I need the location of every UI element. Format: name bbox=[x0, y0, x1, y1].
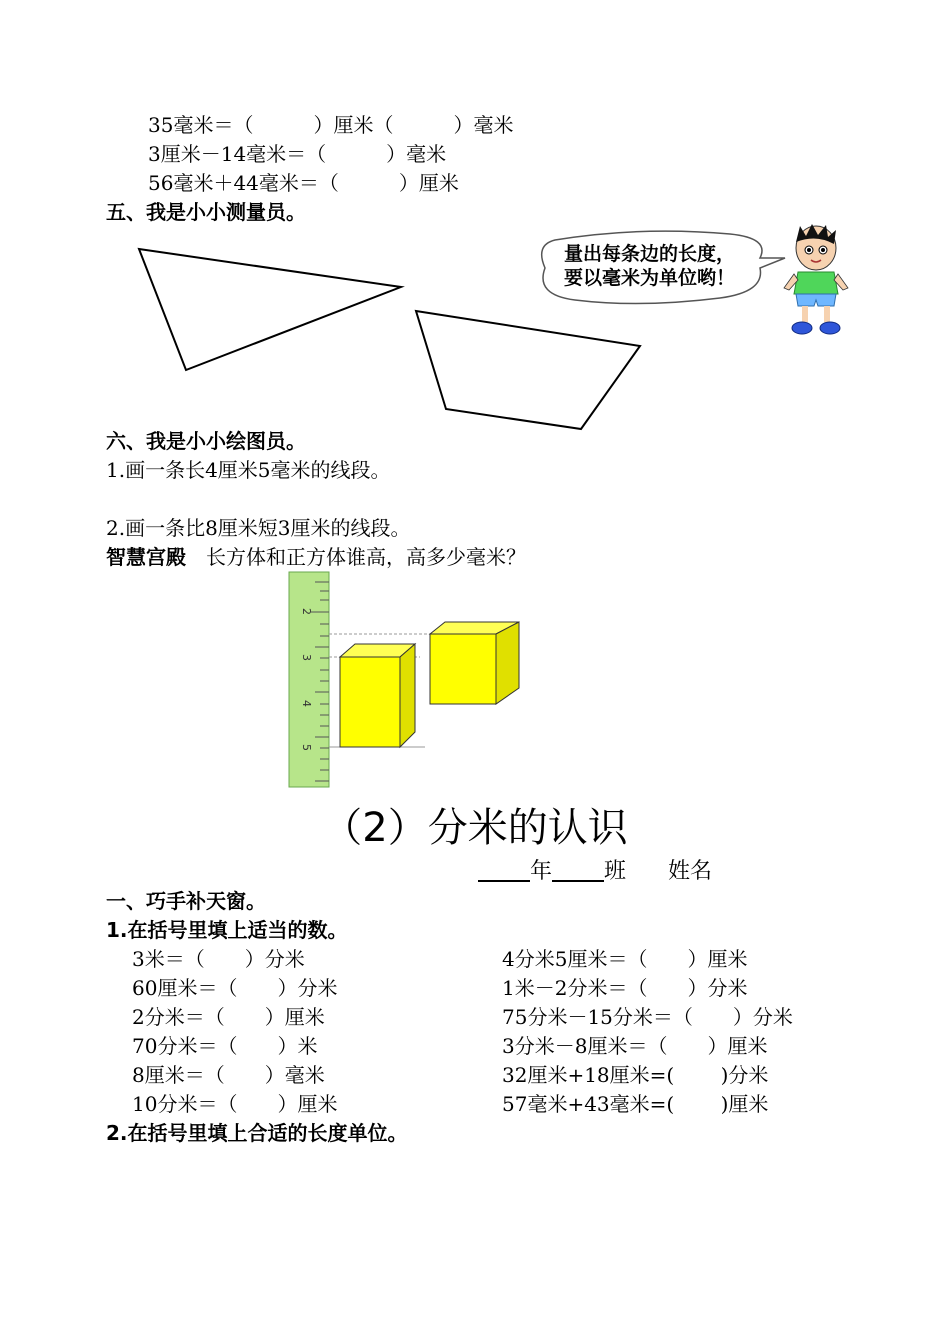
name-label: 姓名 bbox=[668, 859, 713, 884]
right-item: 3分米－8厘米＝（ ）厘米 bbox=[502, 1034, 768, 1058]
ruler bbox=[289, 572, 329, 787]
grade-label: 年 bbox=[530, 859, 553, 884]
cube-shape bbox=[430, 622, 519, 704]
class-blank[interactable] bbox=[552, 858, 604, 882]
ruler-tick-label: 2 bbox=[300, 608, 313, 615]
ruler-cubes-figure bbox=[285, 570, 545, 790]
left-item: 60厘米＝（ ）分米 bbox=[132, 976, 338, 1000]
conversion-line-1: 35毫米＝（ ）厘米（ ）毫米 bbox=[148, 113, 514, 137]
section6-item-2: 2.画一条比8厘米短3厘米的线段。 bbox=[106, 516, 411, 540]
class-label: 班 bbox=[604, 859, 627, 884]
boy-illustration-icon bbox=[776, 222, 856, 342]
right-item: 4分米5厘米＝（ ）厘米 bbox=[502, 947, 748, 971]
section6-item-1: 1.画一条长4厘米5毫米的线段。 bbox=[106, 458, 391, 482]
left-item: 10分米＝（ ）厘米 bbox=[132, 1092, 338, 1116]
left-item: 8厘米＝（ ）毫米 bbox=[132, 1063, 325, 1087]
wisdom-label: 智慧宫殿 bbox=[106, 545, 186, 569]
triangle-shape bbox=[139, 249, 401, 370]
left-item: 2分米＝（ ）厘米 bbox=[132, 1005, 325, 1029]
wisdom-line bbox=[106, 544, 526, 570]
wisdom-question: 长方体和正方体谁高，高多少毫米？ bbox=[206, 545, 526, 569]
part2-sub-2: 2.在括号里填上合适的长度单位。 bbox=[106, 1121, 408, 1145]
cuboid-shape bbox=[340, 644, 415, 747]
ruler-tick-label: 4 bbox=[300, 700, 313, 707]
ruler-tick-label: 3 bbox=[300, 654, 313, 661]
conversion-line-2: 3厘米－14毫米＝（ ）毫米 bbox=[148, 142, 447, 166]
class-info-line bbox=[478, 856, 712, 888]
part2-heading-1: 一、巧手补天窗。 bbox=[106, 889, 266, 913]
right-item: 1米－2分米＝（ ）分米 bbox=[502, 976, 748, 1000]
left-item: 70分米＝（ ）米 bbox=[132, 1034, 318, 1058]
left-item: 3米＝（ ）分米 bbox=[132, 947, 305, 971]
conversion-line-3: 56毫米＋44毫米＝（ ）厘米 bbox=[148, 171, 459, 195]
part2-sub-1: 1.在括号里填上适当的数。 bbox=[106, 918, 348, 942]
right-item: 75分米－15分米＝（ ）分米 bbox=[502, 1005, 793, 1029]
quadrilateral-shape bbox=[416, 311, 640, 429]
section5-heading: 五、我是小小测量员。 bbox=[106, 200, 306, 224]
ruler-tick-label: 5 bbox=[300, 744, 313, 751]
bubble-line-2: 要以毫米为单位哟！ bbox=[564, 267, 736, 289]
part2-title: （2）分米的认识 bbox=[322, 805, 628, 851]
right-item: 32厘米+18厘米=( )分米 bbox=[502, 1063, 769, 1087]
grade-blank[interactable] bbox=[478, 858, 530, 882]
bubble-line-1: 量出每条边的长度， bbox=[564, 243, 736, 265]
section6-heading: 六、我是小小绘图员。 bbox=[106, 429, 306, 453]
right-item: 57毫米+43毫米=( )厘米 bbox=[502, 1092, 769, 1116]
